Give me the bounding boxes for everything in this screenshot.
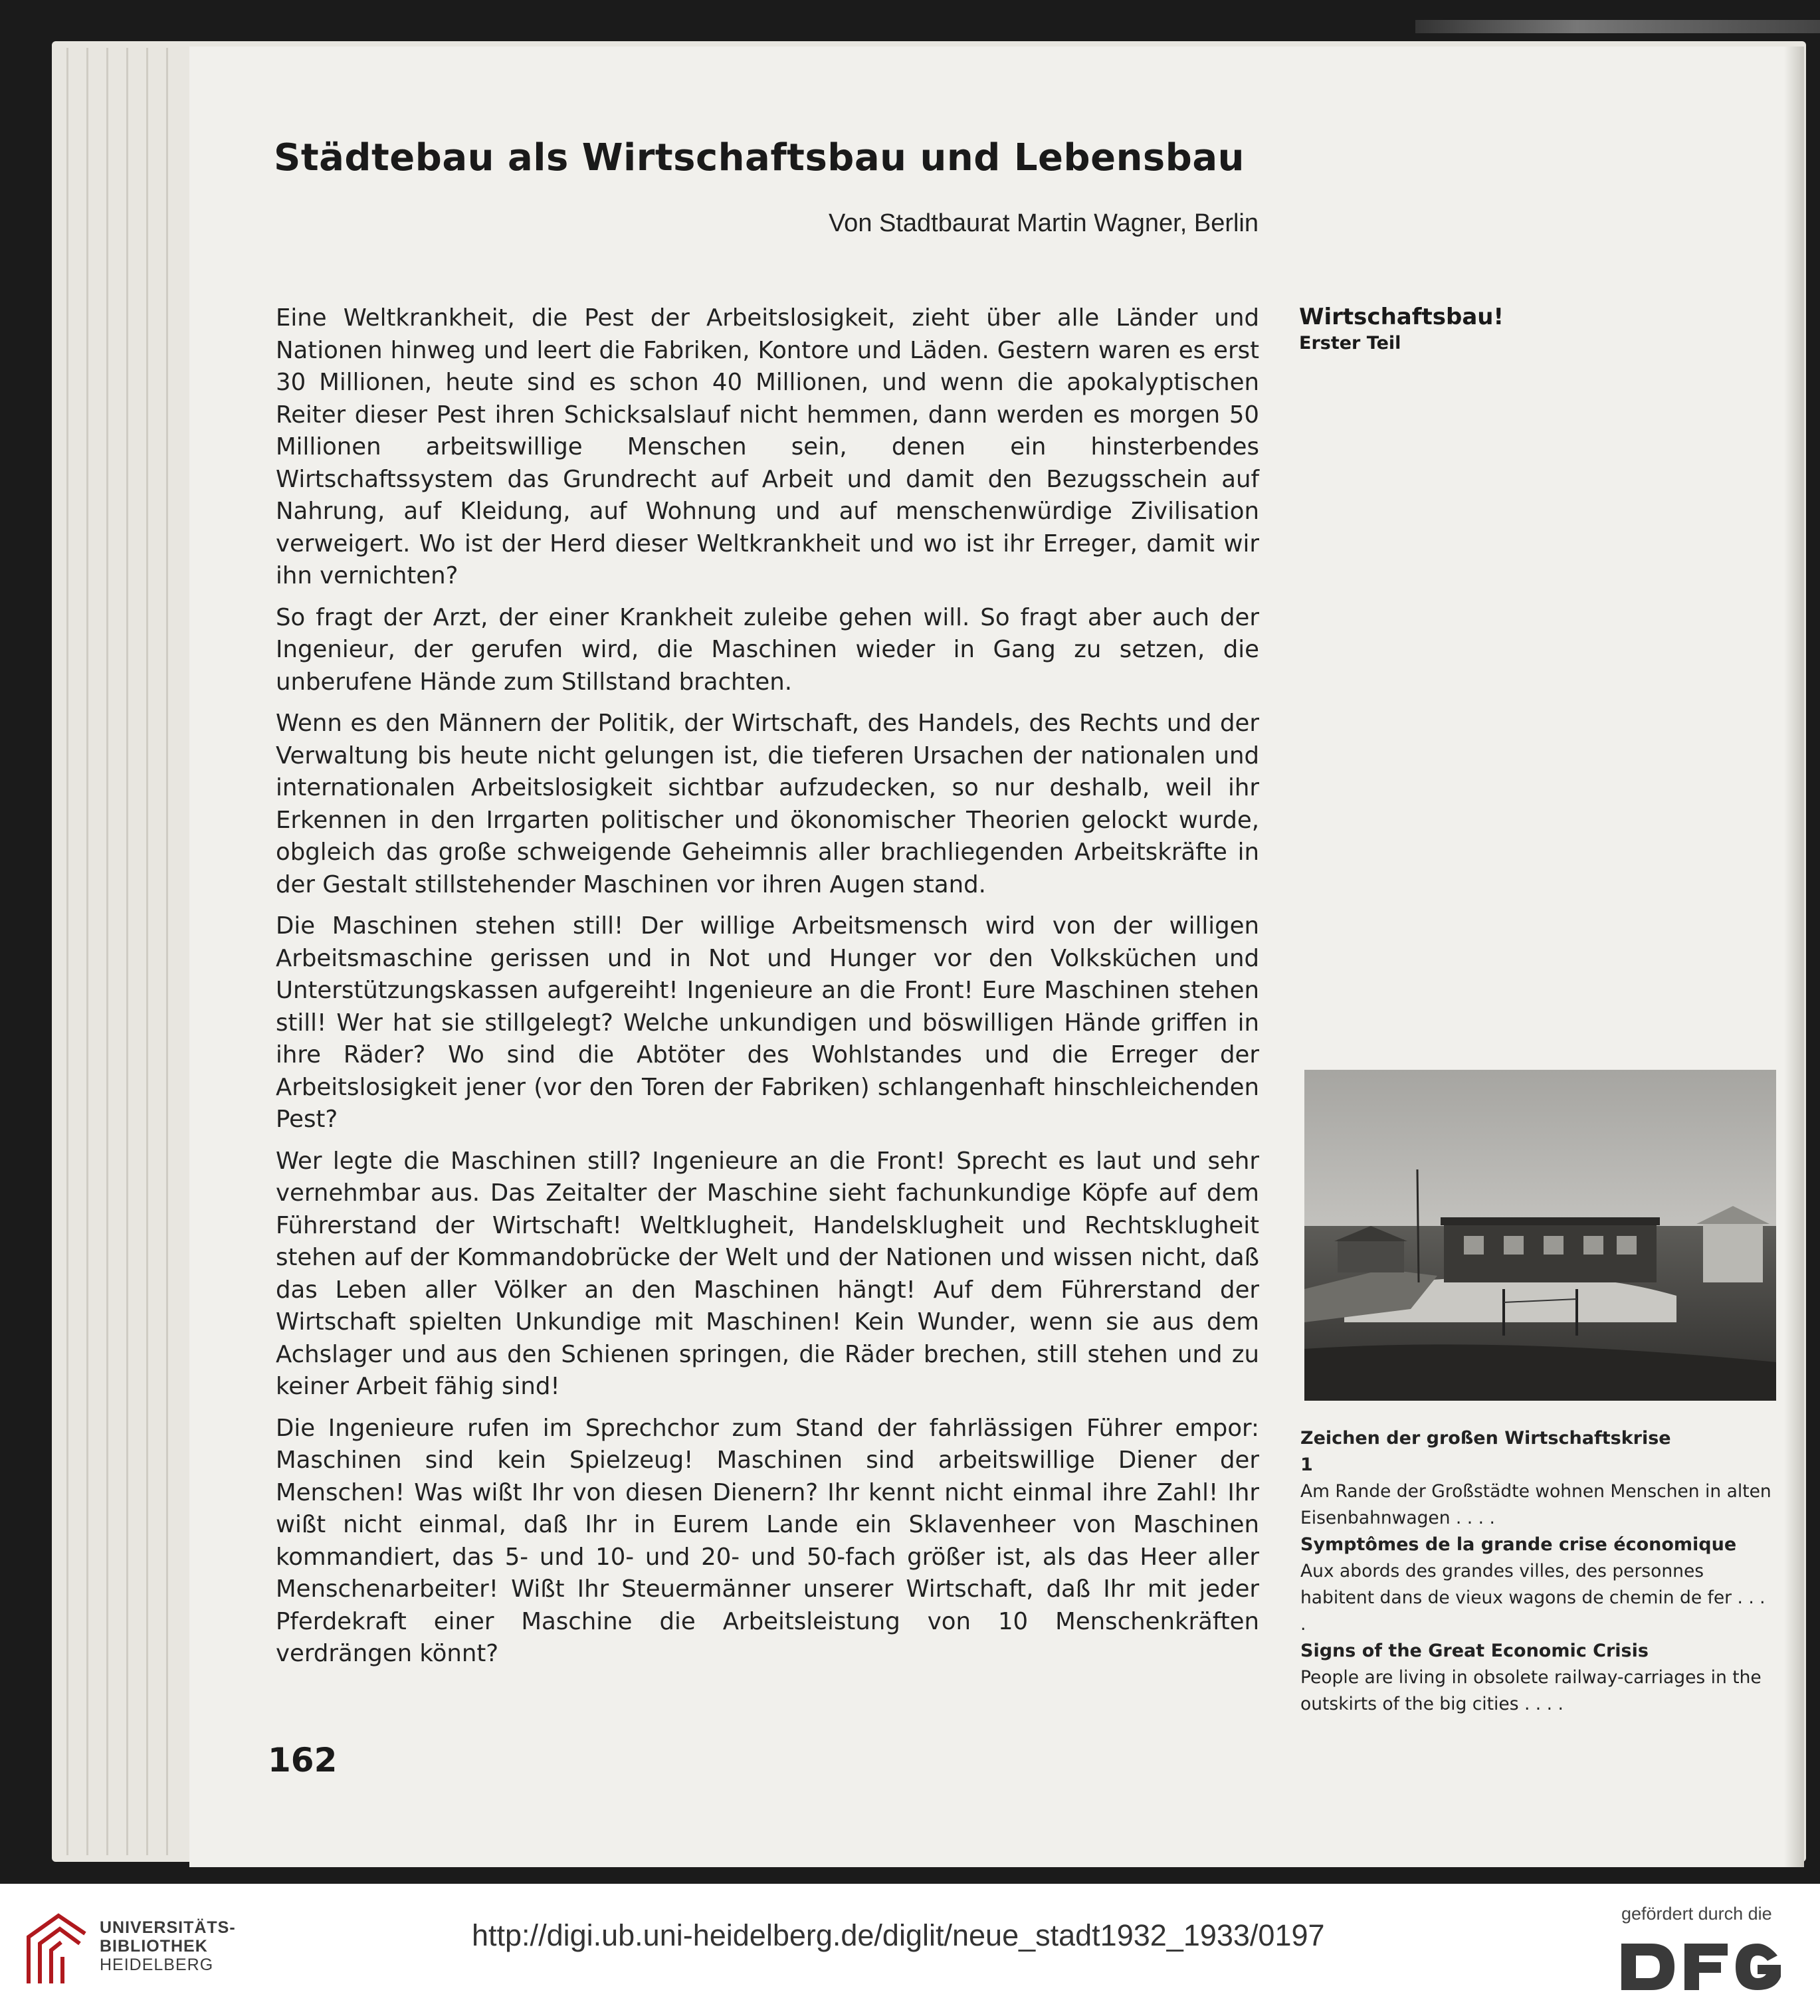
paragraph: Wer legte die Maschinen still? Ingenieure an die Front! Sprecht es laut und sehr vernehmbar aus. Das Zeitalter der Maschine sieht fachunkundige Köpfe auf dem Führerstand der Wirtschaft! Weltklugheit, Handelsklugheit und Rechtsklugheit stehen auf der Kommandobrücke der Welt und der Nationen und wissen nicht, daß das Leben aller Völker an den Maschinen hängt! Auf dem Führerstand der Wirtschaft spielten Unkundige mit Maschinen! Kein Wunder, wenn sie aus dem Achslager und aus den Schienen springen, die Räder brechen, still stehen und zu keiner Arbeit fähig sind! xyxy=(276,1147,1259,1400)
page-edge-line xyxy=(106,48,108,1855)
sidebar-subheading: Erster Teil xyxy=(1299,333,1401,353)
article-body xyxy=(276,302,1259,1680)
paragraph: Die Maschinen stehen still! Der willige Arbeitsmensch wird von der willigen Arbeitsmaschine gerissen und in Not und Hunger vor den Volksküchen und Unterstützungskassen aufgereiht! Ingenieure an die Front! Eure Maschinen stehen still! Wer hat sie stillgelegt? Welche unkundigen und böswilligen Hände griffen in ihre Räder? Wo sind die Abtöter des Wohlstandes und die Erreger der Arbeitslosigkeit jener (vor den Toren der Fabriken) schlangenhaft hinschleichenden Pest? xyxy=(276,912,1259,1133)
caption-title-fr: Symptômes de la grande crise économique xyxy=(1300,1534,1737,1555)
funded-by-label: gefördert durch die xyxy=(1621,1904,1772,1924)
page-edge-line xyxy=(86,48,88,1855)
paragraph: Die Ingenieure rufen im Sprechchor zum Stand der fahrlässigen Führer empor: Maschinen sind kein Spielzeug! Maschinen sind arbeitswillige Diener der Menschen! Was wißt Ihr von diesen Dienern? Ihr kennt nicht einmal ihre Zahl! Ihr wißt nicht einmal, daß Ihr in Eurem Lande ein Sklavenheer von Maschinen kommandiert, das 5- und 10- und 20- und 50-fach größer ist, als das Heer aller Menschenarbeiter! Wißt Ihr Steuermänner unserer Wirtschaft, daß Ihr mit jeder Pferdekraft einer Maschine die Arbeitsleistung von 10 Menschenkräften verdrängen könnt? xyxy=(276,1414,1259,1667)
caption-title-en: Signs of the Great Economic Crisis xyxy=(1300,1641,1649,1661)
page-edge-line xyxy=(66,48,68,1855)
library-name-line3: HEIDELBERG xyxy=(100,1956,214,1974)
library-name xyxy=(100,1918,236,1974)
caption-text-en: People are living in obsolete railway-carriages in the outskirts of the big cities . . . . xyxy=(1300,1667,1762,1714)
caption-text-fr: Aux abords des grandes villes, des personnes habitent dans de vieux wagons de chemin de fer . . . . xyxy=(1300,1561,1766,1635)
permalink-url[interactable]: http://digi.ub.uni-heidelberg.de/diglit/neue_stadt1932_1933/0197 xyxy=(472,1918,1325,1952)
sidebar-heading: Wirtschaftsbau! xyxy=(1299,304,1504,330)
library-name-line2: BIBLIOTHEK xyxy=(100,1937,208,1956)
article-byline: Von Stadtbaurat Martin Wagner, Berlin xyxy=(828,209,1259,237)
dfg-logo-icon xyxy=(1621,1937,1801,1997)
paragraph: Eine Weltkrankheit, die Pest der Arbeitslosigkeit, zieht über alle Länder und Nationen hinweg und leert die Fabriken, Kontore und Läden. Gestern waren es erst 30 Millionen, heute sind es schon 40 Millionen, und wenn die apokalyptischen Reiter dieser Pest ihren Schicksalslauf nicht hemmen, dann werden es morgen 50 Millionen arbeitswillige Menschen sein, denen ein hinsterbendes Wirtschaftssystem das Grundrecht auf Arbeit und damit den Bezugsschein auf Nahrung, auf Kleidung, auf Wohnung und auf menschenwürdige Zivilisation verweigert. Wo ist der Herd dieser Weltkrankheit und wo ist ihr Erreger, damit wir ihn vernichten? xyxy=(276,304,1259,589)
photo-railway-carriage-dwellings xyxy=(1304,1070,1776,1401)
digitization-footer xyxy=(0,1884,1820,2016)
university-library-logo-icon xyxy=(19,1910,92,1990)
page-number: 162 xyxy=(268,1741,338,1779)
sidebar-heading-block xyxy=(1299,302,1504,355)
caption-title-de: Zeichen der großen Wirtschaftskrise xyxy=(1300,1428,1671,1449)
page-gutter-shade xyxy=(1784,47,1804,1867)
book-spine-edge xyxy=(1415,20,1820,33)
photo-illustration xyxy=(1304,1070,1776,1401)
caption-text-de: Am Rande der Großstädte wohnen Menschen in alten Eisenbahnwagen . . . . xyxy=(1300,1481,1771,1528)
page-edge-line xyxy=(166,48,168,1855)
library-name-line1: UNIVERSITÄTS- xyxy=(100,1918,236,1937)
page-edge-line xyxy=(126,48,128,1855)
page-edge-line xyxy=(146,48,148,1855)
paragraph: Wenn es den Männern der Politik, der Wirtschaft, des Handels, des Rechts und der Verwaltung bis heute nicht gelungen ist, die tieferen Ursachen der nationalen und internationalen Arbeitslosigkeit sichtbar aufzudecken, so nur deshalb, weil ihr Erkennen in den Irrgarten politischer und ökonomischer Theorien gelockt wurde, obgleich das große schweigende Geheimnis aller brachliegenden Arbeitskräfte in der Gestalt stillstehender Maschinen vor ihren Augen stand. xyxy=(276,710,1259,898)
paragraph: So fragt der Arzt, der einer Krankheit zuleibe gehen will. So fragt aber auch der Ingenieur, der gerufen wird, die Maschinen wieder in Gang zu setzen, die unberufene Hände zum Stillstand brachten. xyxy=(276,603,1259,696)
article-title: Städtebau als Wirtschaftsbau und Lebensbau xyxy=(274,136,1245,179)
caption-number: 1 xyxy=(1300,1455,1313,1475)
photo-caption xyxy=(1300,1425,1772,1718)
